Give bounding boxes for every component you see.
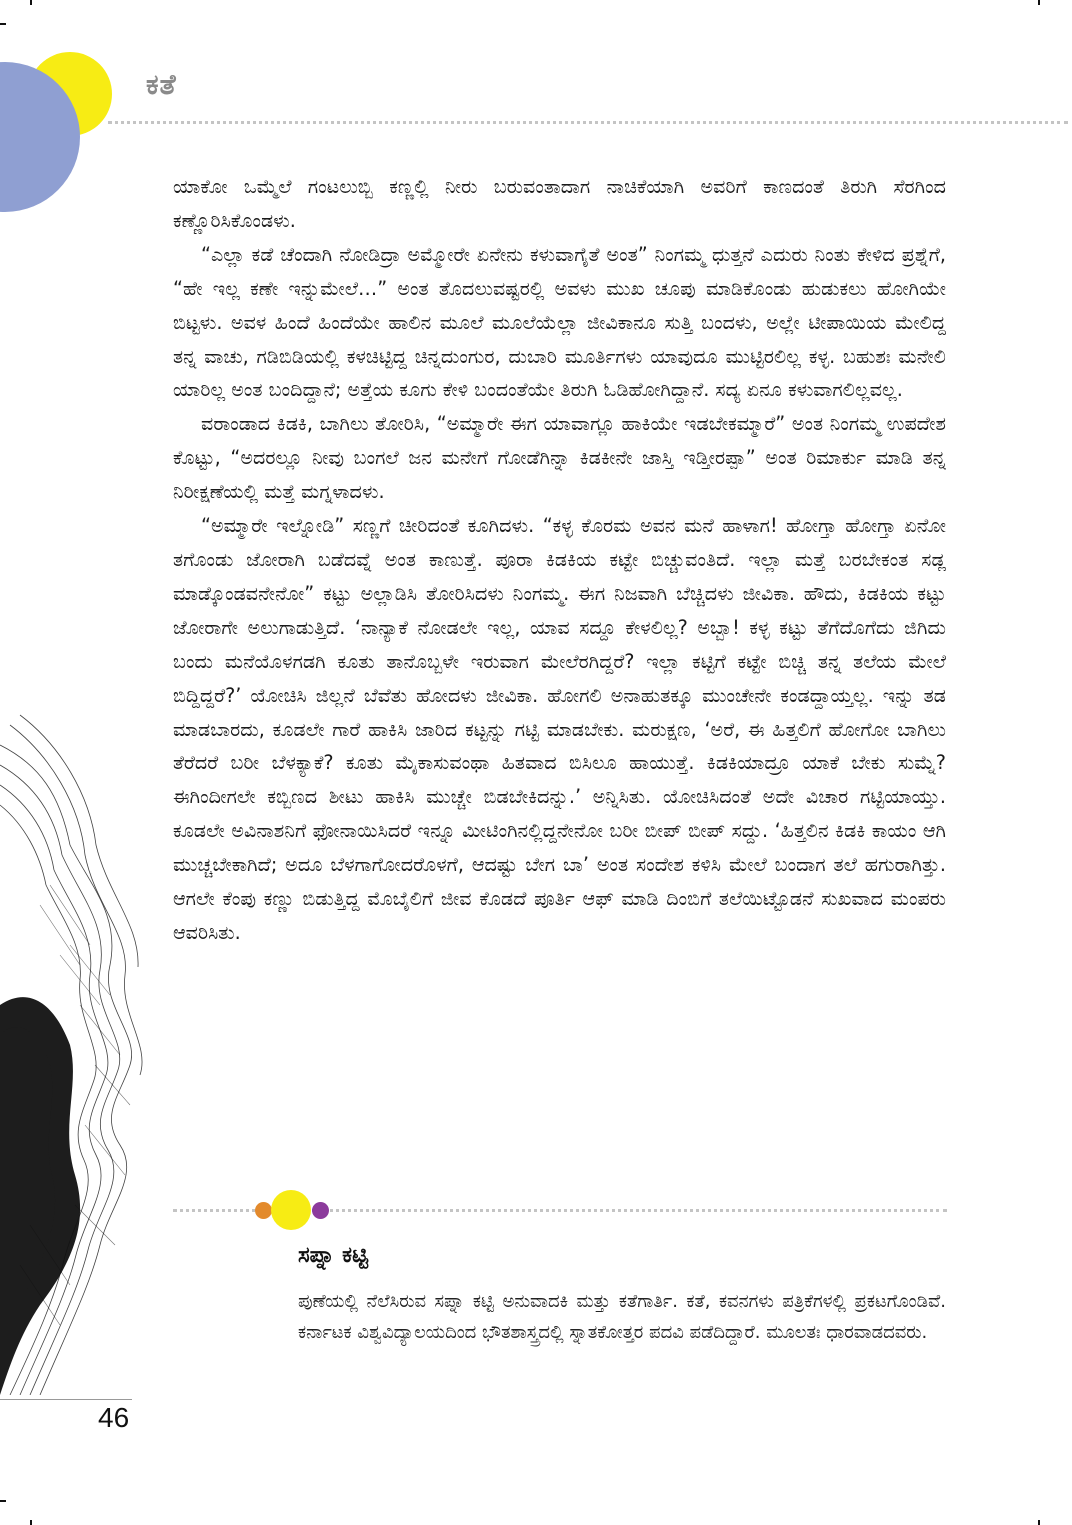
paragraph: ವರಾಂಡಾದ ಕಿಡಕಿ, ಬಾಗಿಲು ತೋರಿಸಿ, “ಅಮ್ಮಾರೇ ಈಗ ಯಾವಾಗ್ಲೂ ಹಾಕಿಯೇ ಇಡಬೇಕಮ್ಮಾರೆ” ಅಂತ ನಿಂಗಮ್ಮ ಉಪದೇಶ ಕೊಟ್ಟು, “ಅದರಲ್ಲೂ ನೀವು ಬಂಗಲೆ ಜನ ಮನೇಗೆ ಗೋಡೆಗಿನ್ನಾ ಕಿಡಕೀನೇ ಜಾಸ್ತಿ ಇಡ್ತೀರಪ್ಪಾ” ಅಂತ ರಿಮಾರ್ಕು ಮಾಡಿ ತನ್ನ ನಿರೀಕ್ಷಣೆಯಲ್ಲಿ ಮತ್ತೆ ಮಗ್ನಳಾದಳು. xyxy=(173,412,946,504)
crop-mark xyxy=(0,1500,6,1502)
paragraph: “ಎಲ್ಲಾ ಕಡೆ ಚೆಂದಾಗಿ ನೋಡಿದ್ರಾ ಅಮ್ಮೋರೇ ಏನೇನು ಕಳುವಾಗೈತೆ ಅಂತ” ನಿಂಗಮ್ಮ ಧುತ್ತನೆ ಎದುರು ನಿಂತು ಕೇಳಿದ ಪ್ರಶ್ನೆಗೆ, “ಹೇ ಇಲ್ಲ ಕಣೇ ಇನ್ನುಮೇಲೆ…” ಅಂತ ತೊದಲುವಷ್ಟರಲ್ಲಿ ಅವಳು ಮುಖ ಚೂಪು ಮಾಡಿಕೊಂಡು ಹುಡುಕಲು ಹೋಗಿಯೇ ಬಿಟ್ಟಳು. ಅವಳ ಹಿಂದೆ ಹಿಂದೆಯೇ ಹಾಲಿನ ಮೂಲೆ ಮೂಲೆಯೆಲ್ಲಾ ಜೀವಿಕಾನೂ ಸುತ್ತಿ ಬಂದಳು, ಅಲ್ಲೇ ಟೀಪಾಯಿಯ ಮೇಲಿದ್ದ ತನ್ನ ವಾಚು, ಗಡಿಬಿಡಿಯಲ್ಲಿ ಕಳಚಿಟ್ಟಿದ್ದ ಚಿನ್ನದುಂಗುರ, ದುಬಾರಿ ಮೂರ್ತಿಗಳು ಯಾವುದೂ ಮುಟ್ಟಿರಲಿಲ್ಲ ಕಳ್ಳ. ಬಹುಶಃ ಮನೇಲಿ ಯಾರಿಲ್ಲ ಅಂತ ಬಂದಿದ್ದಾನೆ; ಅತ್ತೆಯ ಕೂಗು ಕೇಳಿ ಬಂದಂತೆಯೇ ತಿರುಗಿ ಓಡಿಹೋಗಿದ್ದಾನೆ. ಸದ್ಯ ಏನೂ ಕಳುವಾಗಲಿಲ್ಲವಲ್ಲ. xyxy=(173,242,946,402)
crop-mark xyxy=(1038,0,1040,5)
story-body xyxy=(173,170,946,1190)
page-number-rule xyxy=(0,1399,132,1400)
author-bio: ಪುಣೆಯಲ್ಲಿ ನೆಲೆಸಿರುವ ಸಪ್ನಾ ಕಟ್ಟಿ ಅನುವಾದಕಿ ಮತ್ತು ಕತೆಗಾರ್ತಿ. ಕತೆ, ಕವನಗಳು ಪತ್ರಿಕೆಗಳಲ್ಲಿ ಪ್ರಕಟಗೊಂಡಿವೆ. ಕರ್ನಾಟಕ ವಿಶ್ವವಿದ್ಯಾಲಯದಿಂದ ಭೌತಶಾಸ್ತ್ರದಲ್ಲಿ ಸ್ನಾತಕೋತ್ತರ ಪದವಿ ಪಡೆದಿದ್ದಾರೆ. ಮೂಲತಃ ಧಾರವಾಡದವರು. xyxy=(298,1291,946,1343)
divider-orange-dot xyxy=(255,1202,272,1219)
header-dotted-rule xyxy=(108,121,1068,124)
section-title: ಕತೆ xyxy=(146,68,177,101)
page-number: 46 xyxy=(98,1402,130,1433)
author-name: ಸಪ್ನಾ ಕಟ್ಟಿ xyxy=(298,1243,369,1268)
crop-mark xyxy=(30,0,32,5)
crop-mark xyxy=(1038,1520,1040,1525)
paragraph: ಯಾಕೋ ಒಮ್ಮೆಲೆ ಗಂಟಲುಬ್ಬಿ ಕಣ್ಣಲ್ಲಿ ನೀರು ಬರುವಂತಾದಾಗ ನಾಚಿಕೆಯಾಗಿ ಅವರಿಗೆ ಕಾಣದಂತೆ ತಿರುಗಿ ಸೆರಗಿಂದ ಕಣ್ಣೊರಿಸಿಕೊಂಡಳು. xyxy=(173,175,946,232)
paragraph: “ಅಮ್ಮಾರೇ ಇಲ್ನೋಡಿ” ಸಣ್ಣಗೆ ಚೀರಿದಂತೆ ಕೂಗಿದಳು. “ಕಳ್ಳ ಕೊರಮ ಅವನ ಮನೆ ಹಾಳಾಗ! ಹೋಗ್ತಾ ಹೋಗ್ತಾ ಏನೋ ತಗೊಂಡು ಜೋರಾಗಿ ಬಡೆದವ್ನೆ ಅಂತ ಕಾಣುತ್ತೆ. ಪೂರಾ ಕಿಡಕಿಯ ಕಟ್ಟೇ ಬಿಚ್ಚುವಂತಿದೆ. ಇಲ್ಲಾ ಮತ್ತೆ ಬರಬೇಕಂತ ಸಡ್ಲ ಮಾಡ್ಕೊಂಡವನೇನೋ” ಕಟ್ಟು ಅಲ್ಲಾಡಿಸಿ ತೋರಿಸಿದಳು ನಿಂಗಮ್ಮ. ಈಗ ನಿಜವಾಗಿ ಬೆಚ್ಚಿದಳು ಜೀವಿಕಾ. ಹೌದು, ಕಿಡಕಿಯ ಕಟ್ಟು ಜೋರಾಗೇ ಅಲುಗಾಡುತ್ತಿದೆ. ‘ನಾನ್ಯಾಕೆ ನೋಡಲೇ ಇಲ್ಲ, ಯಾವ ಸದ್ದೂ ಕೇಳಲಿಲ್ಲ? ಅಬ್ಬಾ! ಕಳ್ಳ ಕಟ್ಟು ತೆಗೆದೊಗೆದು ಜಿಗಿದು ಬಂದು ಮನೆಯೊಳಗಡಗಿ ಕೂತು ತಾನೊಬ್ಬಳೇ ಇರುವಾಗ ಮೇಲೆರಗಿದ್ದರೆ? ಇಲ್ಲಾ ಕಟ್ಟಿಗೆ ಕಟ್ಟೇ ಬಿಚ್ಚಿ ತನ್ನ ತಲೆಯ ಮೇಲೆ ಬಿದ್ದಿದ್ದರೆ?’ ಯೋಚಿಸಿ ಜಿಲ್ಲನೆ ಬೆವೆತು ಹೋದಳು ಜೀವಿಕಾ. ಹೋಗಲಿ ಅನಾಹುತಕ್ಕೂ ಮುಂಚೇನೇ ಕಂಡದ್ದಾಯ್ತಲ್ಲ. ಇನ್ನು ತಡ ಮಾಡಬಾರದು, ಕೂಡಲೇ ಗಾರೆ ಹಾಕಿಸಿ ಜಾರಿದ ಕಟ್ಟನ್ನು ಗಟ್ಟಿ ಮಾಡಬೇಕು. ಮರುಕ್ಷಣ, ‘ಅರೆ, ಈ ಹಿತ್ತಲಿಗೆ ಹೋಗೋ ಬಾಗಿಲು ತೆರೆದರೆ ಬರೀ ಬೆಳಕ್ಯಾಕೆ? ಕೂತು ಮೈಕಾಸುವಂಥಾ ಹಿತವಾದ ಬಿಸಿಲೂ ಹಾಯುತ್ತೆ. ಕಿಡಕಿಯಾದ್ರೂ ಯಾಕೆ ಬೇಕು ಸುಮ್ನೆ? ಈಗಿಂದೀಗಲೇ ಕಬ್ಬಿಣದ ಶೀಟು ಹಾಕಿಸಿ ಮುಚ್ಚೇ ಬಿಡಬೇಕಿದನ್ನು.’ ಅನ್ನಿಸಿತು. ಯೋಚಿಸಿದಂತೆ ಅದೇ ವಿಚಾರ ಗಟ್ಟಿಯಾಯ್ತು. ಕೂಡಲೇ ಅವಿನಾಶನಿಗೆ ಫೋನಾಯಿಸಿದರೆ ಇನ್ನೂ ಮೀಟಿಂಗಿನಲ್ಲಿದ್ದನೇನೋ ಬರೀ ಬೀಪ್ ಬೀಪ್ ಸದ್ದು. ‘ಹಿತ್ತಲಿನ ಕಿಡಕಿ ಕಾಯಂ ಆಗಿ ಮುಚ್ಚಬೇಕಾಗಿದೆ; ಅದೂ ಬೆಳಗಾಗೋದರೊಳಗೆ, ಆದಷ್ಟು ಬೇಗ ಬಾ’ ಅಂತ ಸಂದೇಶ ಕಳಿಸಿ ಮೇಲೆ ಬಂದಾಗ ತಲೆ ಹಗುರಾಗಿತ್ತು. ಆಗಲೇ ಕೆಂಪು ಕಣ್ಣು ಬಿಡುತ್ತಿದ್ದ ಮೊಬೈಲಿಗೆ ಜೀವ ಕೊಡದೆ ಪೂರ್ತಿ ಆಫ್ ಮಾಡಿ ದಿಂಬಿಗೆ ತಲೆಯಿಟ್ಟೊಡನೆ ಸುಖವಾದ ಮಂಪರು ಆವರಿಸಿತು. xyxy=(173,514,946,944)
divider-violet-dot xyxy=(312,1202,329,1219)
crop-mark xyxy=(0,23,6,25)
crop-mark xyxy=(30,1520,32,1525)
divider-yellow-dot xyxy=(271,1190,311,1230)
hatched-face-profile-illustration xyxy=(0,705,180,1395)
